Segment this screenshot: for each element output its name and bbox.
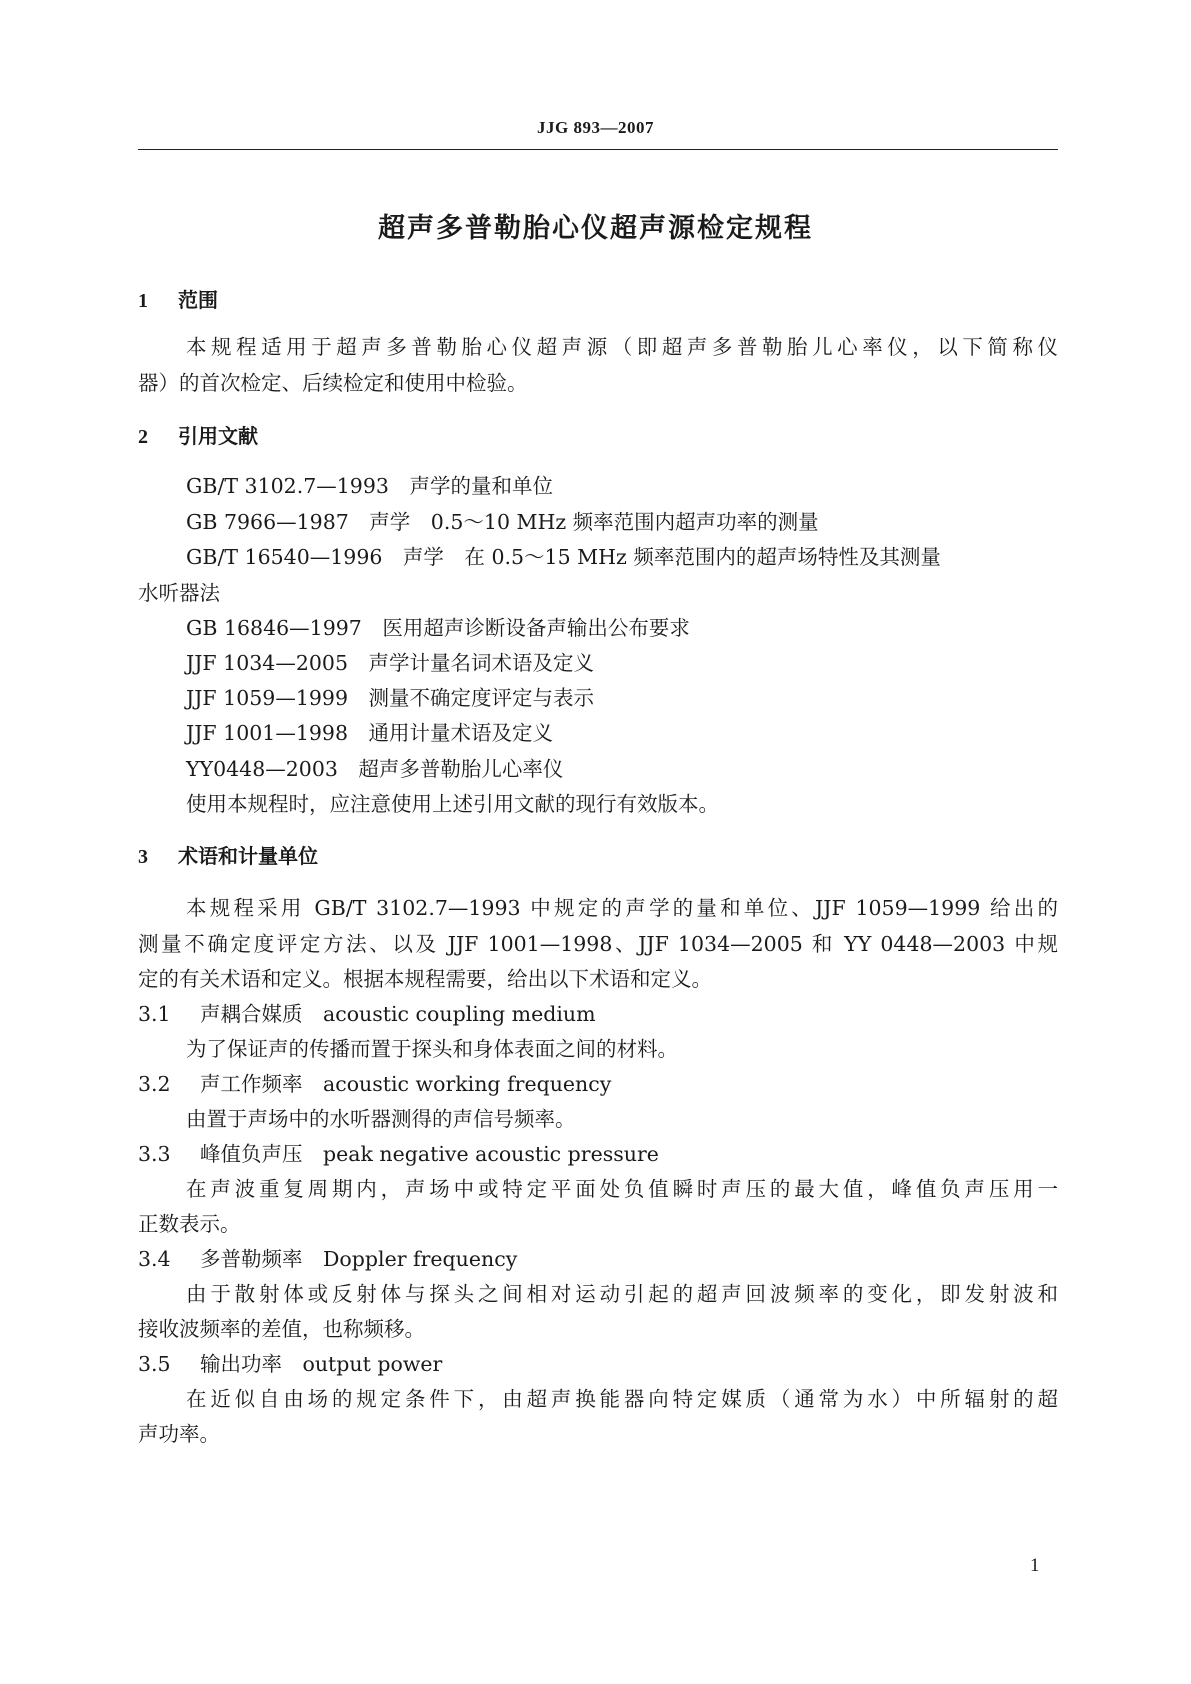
reference-item-continuation: 水听器法 [138,581,220,605]
term-definition: 由置于声场中的水听器测得的声信号频率。 [186,1107,576,1131]
section-3-intro-line: 测量不确定度评定方法、以及 JJF 1001—1998、JJF 1034—2005 和 YY 0448—2003 中规 [138,932,1058,956]
section-number: 3 [138,846,148,868]
term-3-5 [0,1346,1191,1382]
section-1-paragraph-line: 本规程适用于超声多普勒胎心仪超声源（即超声多普勒胎儿心率仪，以下简称仪 [186,335,1058,359]
term-number: 3.1 [138,1002,171,1026]
section-number: 1 [138,290,148,312]
section-1-heading [0,282,1191,318]
term-name: 声工作频率 acoustic working frequency [200,1072,612,1096]
term-3-4 [0,1241,1191,1277]
term-number: 3.5 [138,1352,171,1376]
term-definition: 由于散射体或反射体与探头之间相对运动引起的超声回波频率的变化，即发射波和 [186,1282,1058,1306]
reference-item: JJF 1059—1999 测量不确定度评定与表示 [186,686,595,710]
reference-item: JJF 1001—1998 通用计量术语及定义 [186,721,554,745]
page-header: JJG 893—2007 [537,118,654,137]
reference-item: GB 16846—1997 医用超声诊断设备声输出公布要求 [186,616,690,640]
term-number: 3.2 [138,1072,171,1096]
reference-item: GB 7966—1987 声学 0.5～10 MHz 频率范围内超声功率的测量 [186,510,819,534]
term-number: 3.4 [138,1247,171,1271]
reference-item: GB/T 16540—1996 声学 在 0.5～15 MHz 频率范围内的超声场特性及其测量 [186,545,941,569]
reference-item: GB/T 3102.7—1993 声学的量和单位 [186,474,553,498]
section-3-intro-line: 本规程采用 GB/T 3102.7—1993 中规定的声学的量和单位、JJF 1059—1999 给出的 [186,896,1058,920]
section-1-paragraph-line: 器）的首次检定、后续检定和使用中检验。 [138,371,528,395]
term-3-3 [0,1136,1191,1172]
term-number: 3.3 [138,1142,171,1166]
section-title: 范围 [178,288,218,312]
term-3-1 [0,996,1191,1032]
term-name: 输出功率 output power [200,1352,443,1376]
document-title: 超声多普勒胎心仪超声源检定规程 [378,213,813,244]
reference-note: 使用本规程时，应注意使用上述引用文献的现行有效版本。 [186,792,719,816]
term-definition: 在近似自由场的规定条件下，由超声换能器向特定媒质（通常为水）中所辐射的超 [186,1387,1058,1411]
term-name: 声耦合媒质 acoustic coupling medium [200,1002,596,1026]
section-title: 引用文献 [178,424,258,448]
section-3-intro-line: 定的有关术语和定义。根据本规程需要，给出以下术语和定义。 [138,967,712,991]
section-3-heading [0,838,1191,874]
term-definition: 正数表示。 [138,1212,241,1236]
term-definition: 为了保证声的传播而置于探头和身体表面之间的材料。 [186,1037,678,1061]
term-name: 多普勒频率 Doppler frequency [200,1247,518,1271]
term-3-2 [0,1066,1191,1102]
reference-item: JJF 1034—2005 声学计量名词术语及定义 [186,651,595,675]
term-name: 峰值负声压 peak negative acoustic pressure [200,1142,659,1166]
section-number: 2 [138,426,148,448]
section-2-heading [0,418,1191,454]
section-title: 术语和计量单位 [178,844,318,868]
term-definition: 接收波频率的差值，也称频移。 [138,1317,425,1341]
page-number: 1 [1030,1555,1040,1576]
header-rule [138,149,1058,150]
term-definition: 声功率。 [138,1422,220,1446]
reference-item: YY0448—2003 超声多普勒胎儿心率仪 [186,757,564,781]
term-definition: 在声波重复周期内，声场中或特定平面处负值瞬时声压的最大值，峰值负声压用一 [186,1177,1058,1201]
